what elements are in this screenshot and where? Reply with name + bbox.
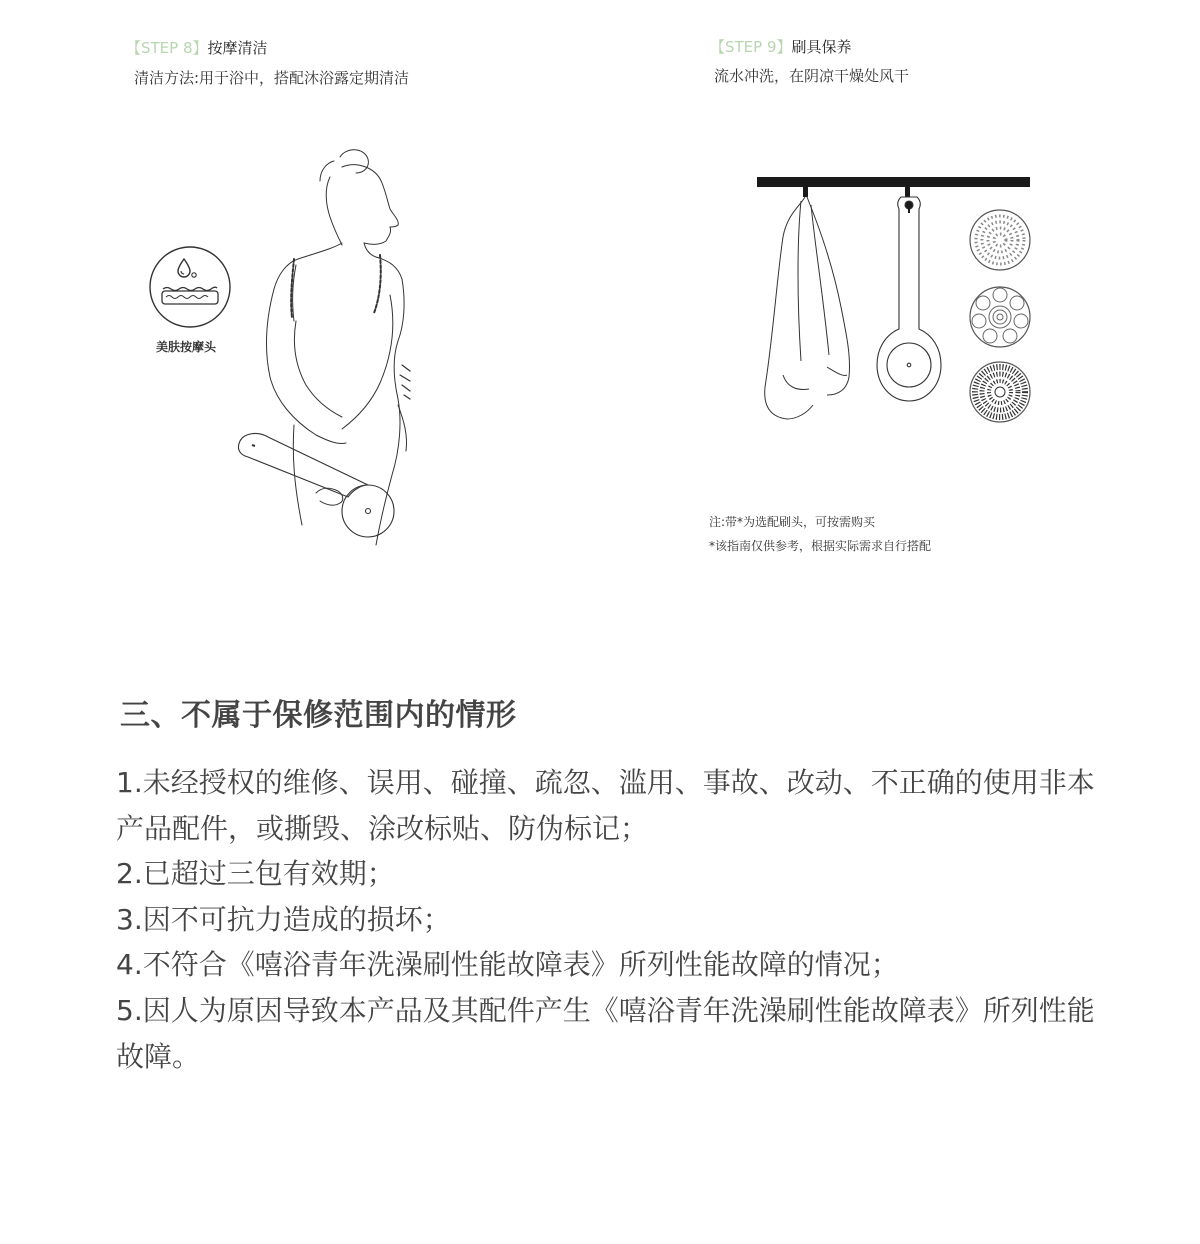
step8-title: 按摩清洁 xyxy=(207,39,268,57)
woman-using-brush-illustration xyxy=(230,145,450,545)
spiral-brush-head-image xyxy=(968,360,1032,424)
step8-description: 清洁方法:用于浴中，搭配沐浴露定期清洁 xyxy=(134,69,410,87)
ring-brush-head xyxy=(968,285,1032,349)
hanging-brush xyxy=(877,197,941,401)
spiral-brush-head xyxy=(968,360,1032,424)
warranty-exclusion-title: 三、不属于保修范围内的情形 xyxy=(120,698,517,733)
step9-heading xyxy=(710,36,852,57)
droplet-foam-icon xyxy=(148,245,232,329)
dotted-brush-head-image xyxy=(968,208,1032,272)
dotted-brush-head xyxy=(968,208,1032,272)
optional-head-note: 注:带*为选配刷头，可按需购买 xyxy=(709,515,876,529)
exclusion-item-5: 5.因人为原因导致本产品及其配件产生《嘻浴青年洗澡刷性能故障表》所列性能故障。 xyxy=(116,993,1095,1073)
step8-heading xyxy=(126,37,268,58)
ring-brush-head-image xyxy=(968,285,1032,349)
hanging-towel xyxy=(765,197,850,419)
rack-bar xyxy=(757,177,1030,187)
step9-tag: 【STEP 9】 xyxy=(710,38,792,56)
exclusion-item-4: 4.不符合《嘻浴青年洗澡刷性能故障表》所列性能故障的情况； xyxy=(116,948,899,982)
exclusion-item-3: 3.因不可抗力造成的损坏； xyxy=(116,902,451,936)
massage-head-badge xyxy=(148,245,232,329)
step9-title: 刷具保养 xyxy=(791,38,852,56)
step8-tag: 【STEP 8】 xyxy=(126,39,208,57)
exclusion-item-1: 1.未经授权的维修、误用、碰撞、疏忽、滥用、事故、改动、不正确的使用非本产品配件，或撕毁、涂改标贴、防伪标记； xyxy=(116,766,1095,845)
guide-reference-note: *该指南仅供参考，根据实际需求自行搭配 xyxy=(709,539,932,553)
step9-description: 流水冲洗，在阴凉干燥处风干 xyxy=(714,67,910,85)
exclusion-item-2: 2.已超过三包有效期； xyxy=(116,857,395,891)
warranty-exclusion-list xyxy=(116,760,1106,1079)
massage-head-label: 美肤按摩头 xyxy=(156,340,217,354)
woman-figure-image xyxy=(230,145,450,545)
